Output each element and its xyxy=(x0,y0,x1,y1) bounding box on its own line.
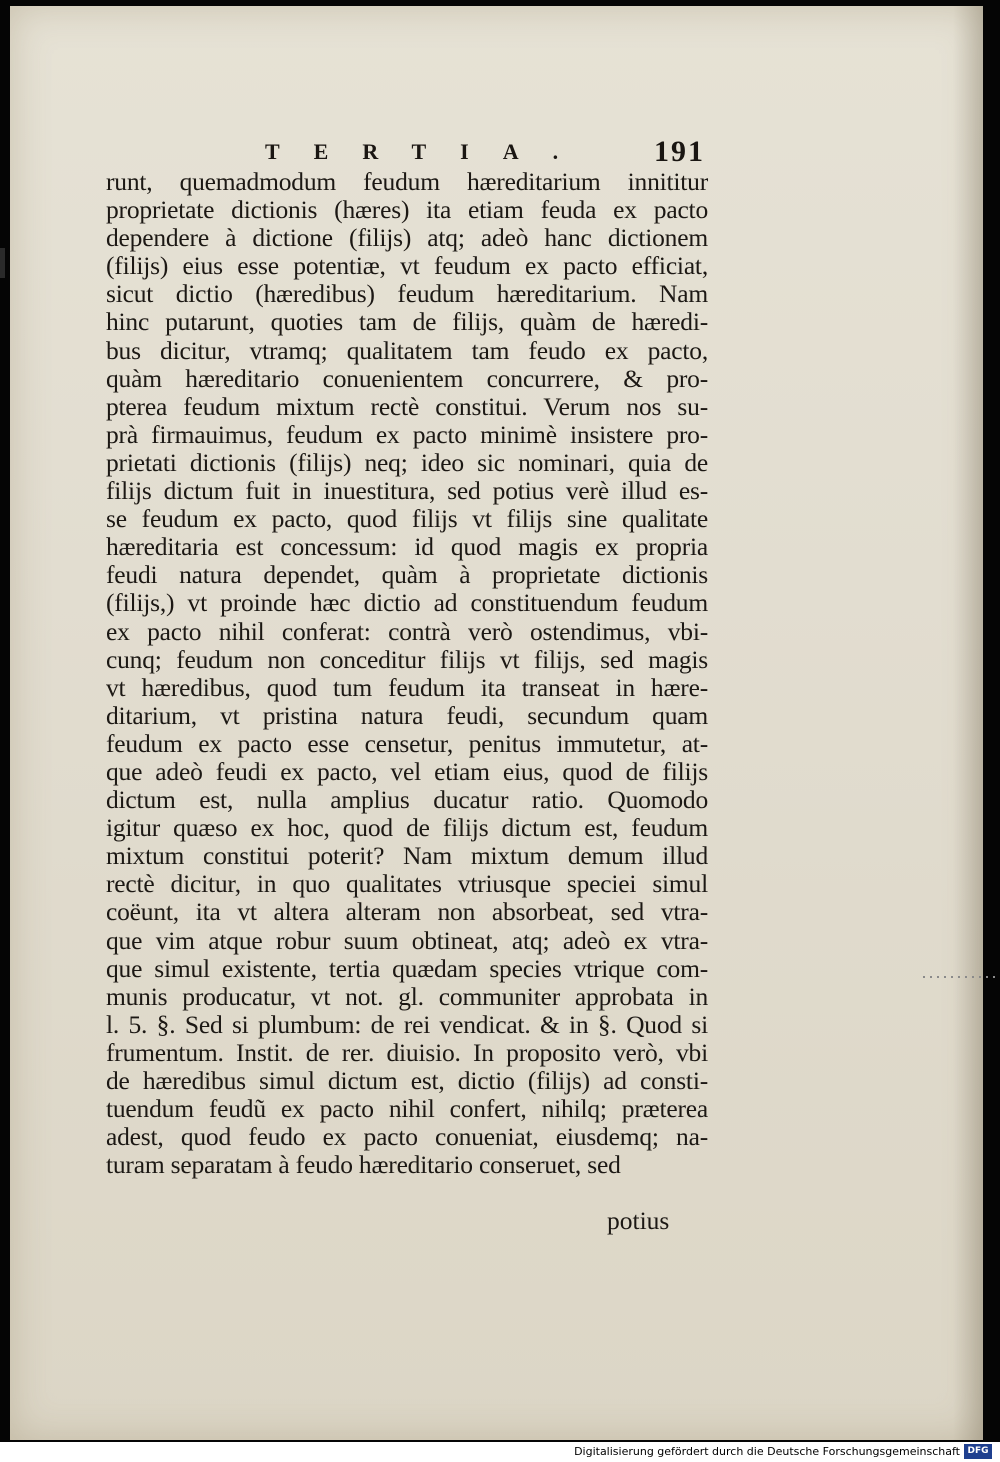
text-line: coëunt, ita vt altera alteram non absorbeat, sed vtra- xyxy=(106,897,708,927)
running-head-title: TERTIA. xyxy=(265,139,593,164)
text-line: quàm hæreditario conuenientem concurrere, & pro- xyxy=(106,363,708,393)
page-number: 191 xyxy=(654,135,705,168)
edge-mark xyxy=(0,248,5,278)
text-line: (filijs,) vt proinde hæc dictio ad constituendum feudum xyxy=(106,588,708,618)
text-line: feudum ex pacto esse censetur, penitus immutetur, at- xyxy=(106,728,708,758)
text-line: prà firmauimus, feudum ex pacto minimè insistere pro- xyxy=(106,419,708,449)
text-line: sicut dictio (hæredibus) feudum hæreditarium. Nam xyxy=(106,279,708,309)
text-line: hæreditaria est concessum: id quod magis ex propria xyxy=(106,532,708,562)
text-line: pterea feudum mixtum rectè constitui. Verum nos su- xyxy=(106,391,708,421)
text-line: tuendum feudũ ex pacto nihil confert, nihilq; præterea xyxy=(106,1094,708,1124)
catchword: potius xyxy=(607,1206,670,1235)
text-line: ex pacto nihil conferat: contrà verò ostendimus, vbi- xyxy=(106,616,708,646)
text-line: dependere à dictione (filijs) atq; adeò hanc dictionem xyxy=(106,223,708,253)
text-line: adest, quod feudo ex pacto conueniat, eiusdemq; na- xyxy=(106,1122,708,1152)
text-line: de hæredibus simul dictum est, dictio (filijs) ad consti- xyxy=(106,1066,708,1095)
footer-credit: Digitalisierung gefördert durch die Deutsche Forschungsgemeinschaft xyxy=(574,1445,960,1458)
text-line: filijs dictum fuit in inuestitura, sed potius verè illud es- xyxy=(106,476,708,506)
text-line: frumentum. Instit. de rer. diuisio. In proposito verò, vbi xyxy=(106,1037,708,1067)
book-page xyxy=(10,6,983,1440)
text-line: mixtum constitui poterit? Nam mixtum demum illud xyxy=(106,841,708,871)
footer-bar xyxy=(0,1442,1000,1462)
text-line: que adeò feudi ex pacto, vel etiam eius, quod de filijs xyxy=(106,756,708,786)
text-line: ditarium, vt pristina natura feudi, secundum quam xyxy=(106,700,708,730)
text-line: dictum est, nulla amplius ducatur ratio. Quomodo xyxy=(106,785,708,815)
text-line: prietati dictionis (filijs) neq; ideo sic nominari, quia de xyxy=(106,447,708,477)
text-line: l. 5. §. Sed si plumbum: de rei vendicat. & in §. Quod si xyxy=(106,1009,708,1039)
text-line: bus dicitur, vtramq; qualitatem tam feudo ex pacto, xyxy=(106,335,708,365)
text-line: rectè dicitur, in quo qualitates vtriusque speciei simul xyxy=(106,869,708,899)
text-line: cunq; feudum non conceditur filijs vt filijs, sed magis xyxy=(106,644,708,674)
text-line: se feudum ex pacto, quod filijs vt filijs sine qualitate xyxy=(106,504,708,534)
text-line: hinc putarunt, quoties tam de filijs, quàm de hæredi- xyxy=(106,307,708,337)
dfg-logo[interactable]: DFG xyxy=(964,1444,992,1459)
text-line: proprietate dictionis (hæres) ita etiam feuda ex pacto xyxy=(106,195,708,225)
text-line: feudi natura dependet, quàm à proprietate dictionis xyxy=(106,560,708,590)
text-line: runt, quemadmodum feudum hæreditarium innititur xyxy=(106,167,708,196)
text-line: igitur quæso ex hoc, quod de filijs dictum est, feudum xyxy=(106,813,708,843)
text-line: vt hæredibus, quod tum feudum ita transeat in hære- xyxy=(106,672,708,702)
text-line: que vim atque robur suum obtineat, atq; adeò ex vtra- xyxy=(106,925,708,955)
scan-edge-dots xyxy=(923,976,1000,978)
body-text xyxy=(106,168,708,1179)
text-line: (filijs) eius esse potentiæ, vt feudum ex pacto efficiat, xyxy=(106,251,708,281)
running-head xyxy=(265,134,705,170)
text-line: munis producatur, vt not. gl. communiter approbata in xyxy=(106,981,708,1011)
text-line: que simul existente, tertia quædam species vtrique com- xyxy=(106,953,708,983)
text-line: turam separatam à feudo hæreditario conseruet, sed xyxy=(106,1150,621,1180)
